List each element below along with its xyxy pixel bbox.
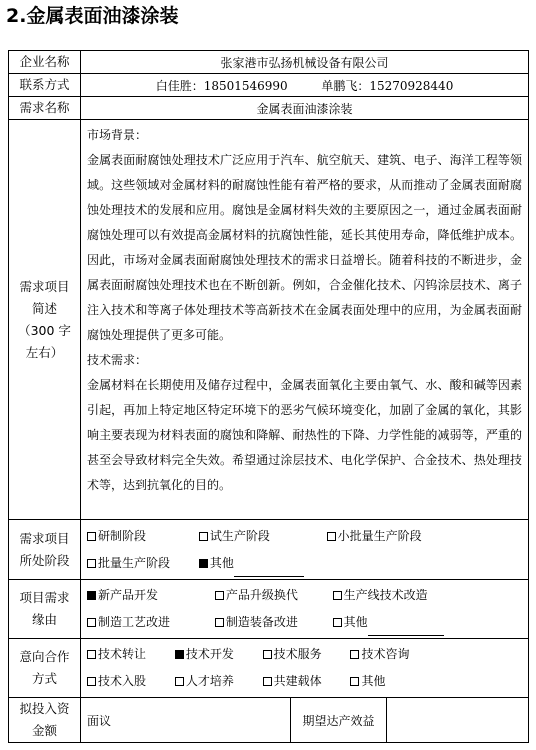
demand-name-row bbox=[9, 97, 529, 120]
company-row bbox=[9, 51, 529, 74]
checked-checkbox-icon bbox=[87, 591, 96, 600]
cooperation-row bbox=[9, 639, 529, 698]
demand-name-label: 需求名称 bbox=[9, 97, 81, 120]
stage-option-3[interactable]: 批量生产阶段 bbox=[87, 550, 195, 577]
checkbox-icon bbox=[350, 650, 359, 659]
checkbox-icon bbox=[199, 532, 208, 541]
cooperation-option-2[interactable]: 技术服务 bbox=[263, 641, 347, 668]
checkbox-icon bbox=[215, 591, 224, 600]
reason-label: 项目需求 缘由 bbox=[9, 580, 81, 639]
stage-other-blank[interactable] bbox=[234, 562, 304, 577]
reason-other-blank[interactable] bbox=[368, 621, 444, 636]
cooperation-option-4[interactable]: 技术入股 bbox=[87, 668, 171, 695]
stage-option-0[interactable]: 研制阶段 bbox=[87, 523, 195, 550]
cooperation-option-7[interactable]: 其他 bbox=[350, 668, 385, 695]
cooperation-option-5[interactable]: 人才培养 bbox=[175, 668, 259, 695]
contact-label: 联系方式 bbox=[9, 74, 81, 97]
demand-name-value: 金属表面油漆涂装 bbox=[81, 97, 529, 120]
reason-option-4[interactable]: 制造装备改进 bbox=[215, 609, 329, 636]
expected-benefit-value[interactable] bbox=[387, 698, 529, 743]
reason-option-0[interactable]: 新产品开发 bbox=[87, 582, 211, 609]
page-title: 2.金属表面油漆涂装 bbox=[6, 5, 179, 27]
summary-label: 需求项目 简述 （300 字 左右） bbox=[9, 120, 81, 520]
cooperation-option-1[interactable]: 技术开发 bbox=[175, 641, 259, 668]
company-label: 企业名称 bbox=[9, 51, 81, 74]
market-text: 金属表面耐腐蚀处理技术广泛应用于汽车、航空航天、建筑、电子、海洋工程等领域。这些领域对金属材料的耐腐蚀性能有着严格的要求，从而推动了金属表面耐腐蚀处理技术的发展和应用。腐蚀是金属材料失效的主要原因之一，通过金属表面耐腐蚀处理可以有效提高金属材料的抗腐蚀性能，延长其使用寿命，降低维护成本。因此，市场对金属表面耐腐蚀处理技术的需求日益增长。随着科技的不断进步，金属表面耐腐蚀处理技术也在不断创新。例如，合金催化技术、闪钨涂层技术、离子注入技术和等离子体处理技术等高新技术在金属表面处理中的应用，为金属表面耐腐蚀处理提供了更多可能。 bbox=[87, 153, 523, 342]
reason-option-3[interactable]: 制造工艺改进 bbox=[87, 609, 211, 636]
checkbox-icon bbox=[263, 650, 272, 659]
market-heading: 市场背景： bbox=[87, 128, 148, 142]
stage-option-4[interactable]: 其他 bbox=[199, 550, 304, 577]
checked-checkbox-icon bbox=[199, 559, 208, 568]
checkbox-icon bbox=[333, 618, 342, 627]
investment-row bbox=[9, 698, 529, 743]
cooperation-option-6[interactable]: 共建载体 bbox=[263, 668, 347, 695]
checkbox-icon bbox=[333, 591, 342, 600]
investment-label: 拟投入资 金额 bbox=[9, 698, 81, 743]
tech-text: 金属材料在长期使用及储存过程中，金属表面氧化主要由氧气、水、酸和碱等因素引起，再加上特定地区特定环境下的恶劣气候环境变化，加剧了金属的氧化，其影响主要表现为材料表面的腐蚀和降解、耐热性的下降、力学性能的减弱等，严重的甚至会导致材料完全失效。希望通过涂层技术、电化学保护、合金技术、热处理技术等，达到抗氧化的目的。 bbox=[87, 378, 523, 492]
checkbox-icon bbox=[327, 532, 336, 541]
expected-benefit-label: 期望达产效益 bbox=[291, 698, 387, 743]
checkbox-icon bbox=[87, 559, 96, 568]
contact-value bbox=[81, 74, 529, 97]
checkbox-icon bbox=[175, 677, 184, 686]
checkbox-icon bbox=[87, 532, 96, 541]
stage-option-1[interactable]: 试生产阶段 bbox=[199, 523, 323, 550]
contact-person-1: 白佳胜：18501546990 bbox=[155, 78, 288, 93]
reason-row bbox=[9, 580, 529, 639]
checkbox-icon bbox=[87, 677, 96, 686]
contact-row bbox=[9, 74, 529, 97]
checkbox-icon bbox=[87, 650, 96, 659]
demand-form-table bbox=[8, 50, 529, 743]
summary-content bbox=[81, 120, 529, 520]
cooperation-option-0[interactable]: 技术转让 bbox=[87, 641, 171, 668]
investment-value[interactable]: 面议 bbox=[81, 698, 291, 743]
checkbox-icon bbox=[263, 677, 272, 686]
reason-option-1[interactable]: 产品升级换代 bbox=[215, 582, 329, 609]
stage-label: 需求项目 所处阶段 bbox=[9, 520, 81, 580]
checkbox-icon bbox=[350, 677, 359, 686]
reason-option-2[interactable]: 生产线技术改造 bbox=[333, 582, 428, 609]
stage-option-2[interactable]: 小批量生产阶段 bbox=[327, 523, 422, 550]
checkbox-icon bbox=[87, 618, 96, 627]
stage-options bbox=[81, 520, 529, 580]
summary-row bbox=[9, 120, 529, 520]
contact-person-2: 单鹏飞：15270928440 bbox=[321, 78, 454, 93]
checkbox-icon bbox=[215, 618, 224, 627]
cooperation-option-3[interactable]: 技术咨询 bbox=[350, 641, 409, 668]
tech-heading: 技术需求： bbox=[87, 353, 148, 367]
cooperation-options bbox=[81, 639, 529, 698]
reason-options bbox=[81, 580, 529, 639]
cooperation-label: 意向合作 方式 bbox=[9, 639, 81, 698]
company-value: 张家港市弘扬机械设备有限公司 bbox=[81, 51, 529, 74]
reason-option-5[interactable]: 其他 bbox=[333, 609, 444, 636]
checked-checkbox-icon bbox=[175, 650, 184, 659]
stage-row bbox=[9, 520, 529, 580]
